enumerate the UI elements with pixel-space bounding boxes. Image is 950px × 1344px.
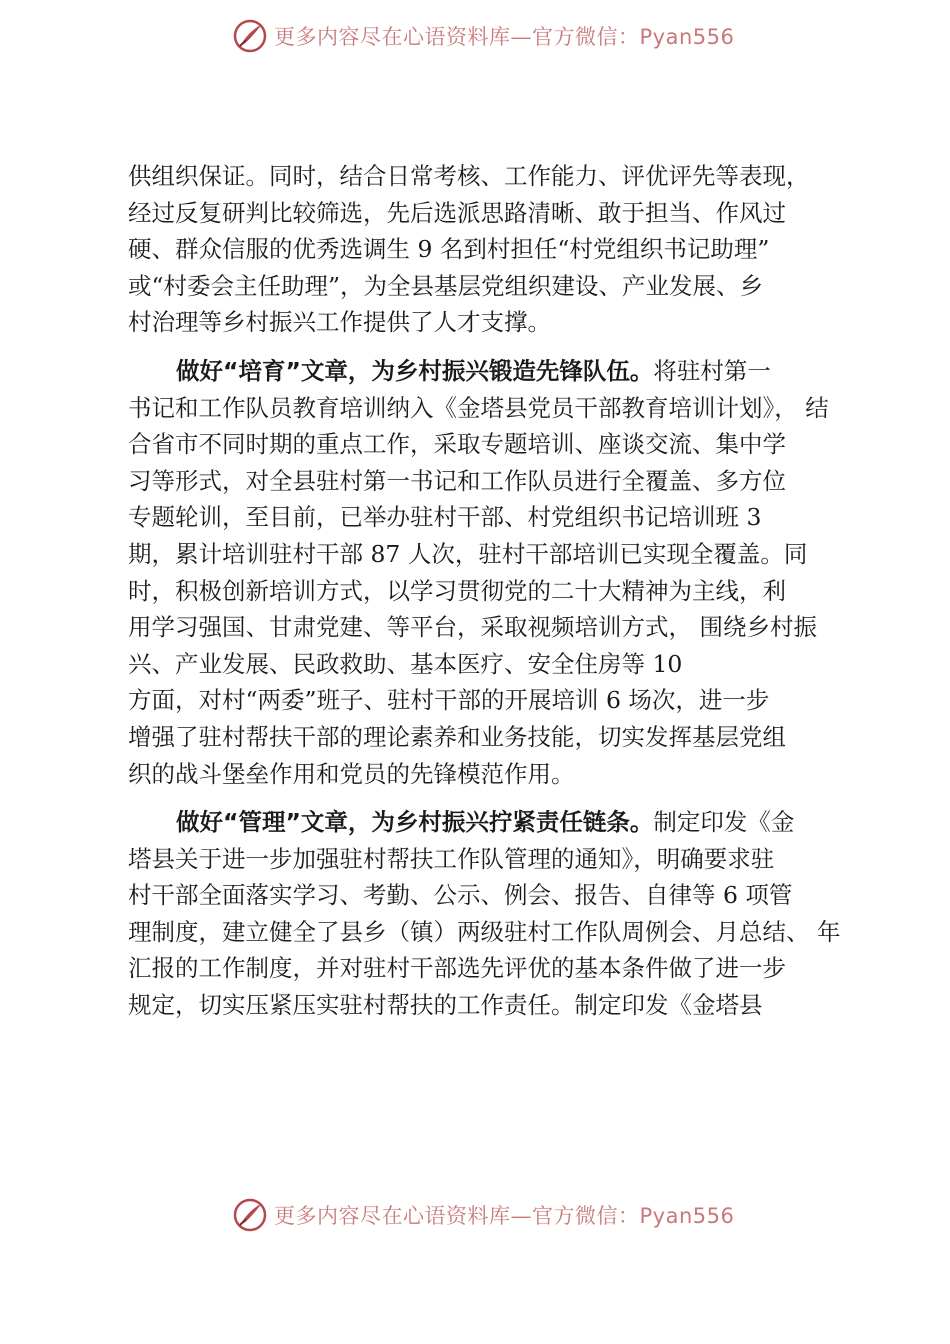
text-line: 村治理等乡村振兴工作提供了人才支撑。 (128, 308, 551, 337)
text-line: 方面，对村“两委”班子、驻村干部的开展培训 6 场次，进一步 (128, 686, 770, 715)
text-line: 兴、产业发展、民政救助、基本医疗、安全住房等 10 (128, 649, 683, 678)
text-line: 规定，切实压紧压实驻村帮扶的工作责任。制定印发《金塔县 (128, 991, 763, 1020)
paragraph-management (128, 804, 841, 1024)
text-line: 习等形式，对全县驻村第一书记和工作队员进行全覆盖、多方位 (128, 466, 786, 495)
text-line: 汇报的工作制度，并对驻村干部选先评优的基本条件做了进一步 (128, 954, 786, 983)
text-line: 或“村委会主任助理”，为全县基层党组织建设、产业发展、乡 (128, 271, 764, 300)
text-line: 供组织保证。同时，结合日常考核、工作能力、评优评先等表现， (128, 162, 810, 190)
text-line: 硬、群众信服的优秀选调生 9 名到村担任“村党组织书记助理” (128, 235, 770, 264)
paragraph-training (128, 353, 838, 792)
text-line: 理制度，建立健全了县乡（镇）两级驻村工作队周例会、月总结、 年 (128, 917, 841, 946)
document-body (128, 158, 841, 1024)
text-line: 村干部全面落实学习、考勤、公示、例会、报告、自律等 6 项管 (128, 881, 793, 910)
quill-seal-logo-icon (232, 18, 268, 54)
quill-seal-logo-icon (232, 1197, 268, 1233)
text-line: 织的战斗堡垒作用和党员的先锋模范作用。 (128, 759, 575, 788)
text-line: 书记和工作队员教育培训纳入《金塔县党员干部教育培训计划》， 结 (128, 393, 829, 422)
text-line: 期，累计培训驻村干部 87 人次，驻村干部培训已实现全覆盖。同 (128, 539, 808, 568)
paragraph-talent-selection (128, 158, 838, 341)
text-line: 做好“培育”文章，为乡村振兴锻造先锋队伍。将驻村第一 (176, 356, 771, 385)
paragraph-heading-training: 做好“培育”文章，为乡村振兴锻造先锋队伍。 (176, 356, 654, 385)
text-line: 经过反复研判比较筛选，先后选派思路清晰、敢于担当、作风过 (128, 198, 786, 227)
text-line: 用学习强国、甘肃党建、等平台，采取视频培训方式， 围绕乡村振 (128, 613, 817, 642)
text-line: 时，积极创新培训方式，以学习贯彻党的二十大精神为主线，利 (128, 576, 786, 605)
footer-watermark (232, 1195, 734, 1235)
text-line: 增强了驻村帮扶干部的理论素养和业务技能，切实发挥基层党组 (128, 722, 786, 751)
text-line: 专题轮训，至目前，已举办驻村干部、村党组织书记培训班 3 (128, 503, 762, 532)
watermark-text: 更多内容尽在心语资料库—官方微信：Pyan556 (274, 1204, 735, 1228)
paragraph-heading-management: 做好“管理”文章，为乡村振兴拧紧责任链条。 (176, 808, 654, 837)
watermark-text: 更多内容尽在心语资料库—官方微信：Pyan556 (274, 25, 735, 49)
header-watermark (232, 16, 734, 56)
text-line: 做好“管理”文章，为乡村振兴拧紧责任链条。制定印发《金 (176, 808, 795, 837)
text-line: 合省市不同时期的重点工作，采取专题培训、座谈交流、集中学 (128, 430, 786, 459)
text-line: 塔县关于进一步加强驻村帮扶工作队管理的通知》，明确要求驻 (128, 844, 775, 873)
